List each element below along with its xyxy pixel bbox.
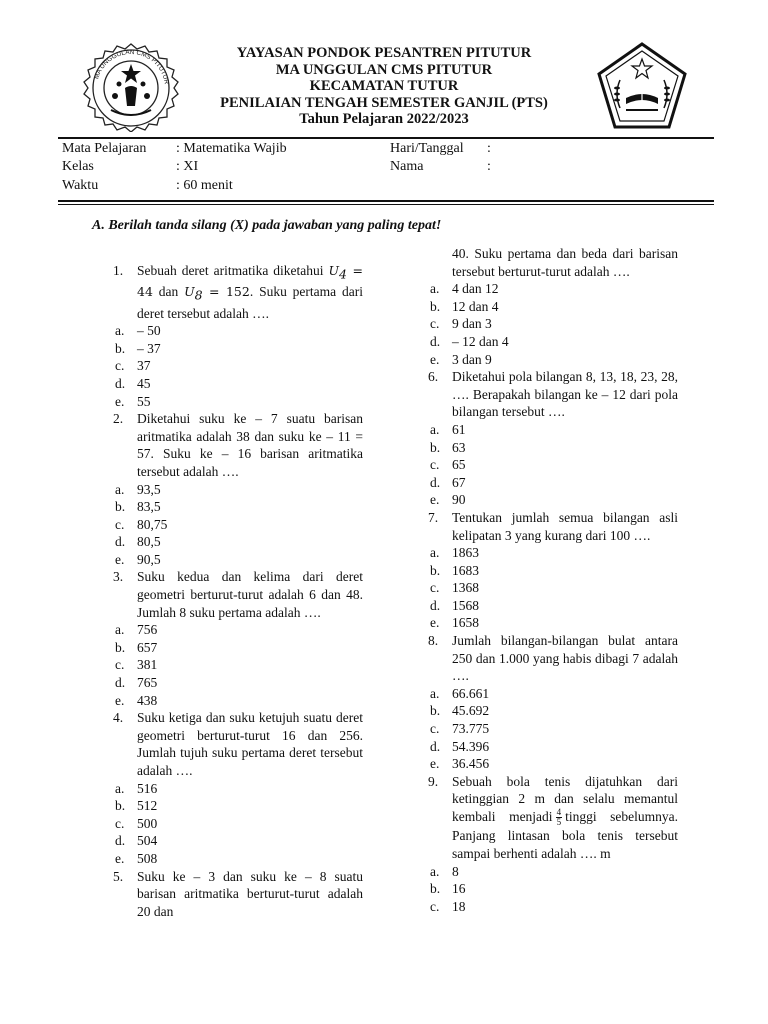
option-c[interactable]: c. 1368 <box>430 580 479 596</box>
question-5-continued <box>430 245 678 368</box>
info-label-name: Nama <box>390 159 424 174</box>
option-b[interactable]: b. 12 dan 4 <box>430 298 499 314</box>
option-a[interactable]: a. 66.661 <box>430 685 490 701</box>
option-a[interactable]: a. 4 dan 12 <box>430 281 499 297</box>
option-e[interactable]: e. 3 dan 9 <box>430 351 492 367</box>
header-line-school: MA UNGGULAN CMS PITUTUR <box>275 61 493 78</box>
option-d[interactable]: d. 45 <box>115 375 151 391</box>
option-c[interactable]: c. 65 <box>430 457 466 473</box>
option-e[interactable]: e. 508 <box>115 850 158 866</box>
question-number: 8. <box>428 633 439 649</box>
info-value-subject: : Matematika Wajib <box>176 141 287 156</box>
header-line-year: Tahun Pelajaran 2022/2023 <box>299 111 469 127</box>
option-b[interactable]: b. 45.692 <box>430 703 490 719</box>
question-7 <box>428 509 678 632</box>
option-b[interactable]: b. 83,5 <box>115 499 161 515</box>
option-a[interactable]: a. 1863 <box>430 545 479 561</box>
question-6 <box>428 368 678 509</box>
info-value-day-date: : <box>487 141 491 156</box>
info-label-day-date: Hari/Tanggal <box>390 141 464 156</box>
option-e[interactable]: e. 36.456 <box>430 756 490 772</box>
fraction-four-fifths: $\frac{4}{5}$ <box>556 807 562 828</box>
question-number: 4. <box>113 710 124 726</box>
question-3 <box>113 568 363 709</box>
question-text: Tentukan jumlah semua bilangan asli kelipatan 3 yang kurang dari 100 …. <box>452 509 678 543</box>
info-label-class: Kelas <box>62 159 94 174</box>
option-e[interactable]: e. 55 <box>115 393 151 409</box>
option-e[interactable]: e. 438 <box>115 692 158 708</box>
left-column <box>113 262 364 920</box>
question-number: 1. <box>113 263 124 278</box>
option-e[interactable]: e. 90 <box>430 492 466 508</box>
question-text: Jumlah bilangan-bilangan bulat antara 250 dan 1.000 yang habis dibagi 7 adalah …. <box>452 633 678 684</box>
info-label-time: Waktu <box>62 178 99 193</box>
option-e[interactable]: e. 1658 <box>430 615 479 631</box>
option-a[interactable]: a. – 50 <box>115 323 161 339</box>
question-text: Sebuah bola tenis dijatuhkan dari ketinggian 2 m dan selalu memantul kembali menjadi $\frac{4}{5}$ tinggi sebelumnya. Panjang lintasan bola tenis tersebut sampai berhenti adalah …. m <box>452 773 678 861</box>
option-d[interactable]: d. 765 <box>115 675 158 691</box>
option-c[interactable]: c. 18 <box>430 898 466 914</box>
question-9 <box>428 773 678 916</box>
option-b[interactable]: b. 1683 <box>430 562 479 578</box>
option-c[interactable]: c. 9 dan 3 <box>430 316 492 332</box>
option-b[interactable]: b. 657 <box>115 639 158 655</box>
ministry-logo-right <box>596 42 688 130</box>
header-line-district: KECAMATAN TUTUR <box>309 78 459 94</box>
question-text: Sebuah deret aritmatika diketahui $U_4 = 44$ dan $U_8 = 152$. Suku pertama dari deret tersebut adalah …. <box>137 263 364 321</box>
option-c[interactable]: c. 381 <box>115 657 158 673</box>
info-value-name: : <box>487 159 491 174</box>
option-d[interactable]: d. – 12 dan 4 <box>430 333 509 349</box>
option-a[interactable]: a. 516 <box>115 780 158 796</box>
question-text: Suku ketiga dan suku ketujuh suatu deret geometri berturut-turut 16 dan 256. Jumlah tujuh suku pertama deret tersebut adalah …. <box>137 710 363 778</box>
logo-left-arc-text: MA UNGGULAN CMS PITUTUR <box>93 48 170 85</box>
header-line-foundation: YAYASAN PONDOK PESANTREN PITUTUR <box>236 45 532 61</box>
question-number: 7. <box>428 509 439 525</box>
option-a[interactable]: a. 93,5 <box>115 481 161 497</box>
question-1 <box>113 262 364 410</box>
option-c[interactable]: c. 73.775 <box>430 721 490 737</box>
question-number: 6. <box>428 369 439 385</box>
section-instruction: A. Berilah tanda silang (X) pada jawaban yang paling tepat! <box>92 218 442 233</box>
header-divider <box>58 137 714 139</box>
option-b[interactable]: b. 512 <box>115 798 158 814</box>
info-divider-thin <box>58 204 714 205</box>
question-text: Diketahui pola bilangan 8, 13, 18, 23, 28, …. Berapakah bilangan ke – 12 dari pola bilangan tersebut …. <box>452 369 678 420</box>
option-b[interactable]: b. – 37 <box>115 340 161 356</box>
option-c[interactable]: c. 80,75 <box>115 516 168 532</box>
question-2 <box>113 410 363 568</box>
info-divider-thick <box>58 200 714 202</box>
info-value-time: : 60 menit <box>176 178 233 193</box>
option-c[interactable]: c. 500 <box>115 815 158 831</box>
info-value-class: : XI <box>176 159 199 174</box>
question-text: Diketahui suku ke – 7 suatu barisan aritmatika adalah 38 dan suku ke – 11 = 57. Suku ke – 16 barisan aritmatika tersebut adalah …. <box>137 411 363 479</box>
option-d[interactable]: d. 80,5 <box>115 534 161 550</box>
option-a[interactable]: a. 756 <box>115 622 158 638</box>
question-number: 3. <box>113 569 124 585</box>
option-d[interactable]: d. 1568 <box>430 597 479 613</box>
question-text: Suku kedua dan kelima dari deret geometri berturut-turut adalah 6 dan 48. Jumlah 8 suku pertama adalah …. <box>137 569 363 620</box>
option-d[interactable]: d. 54.396 <box>430 738 490 754</box>
question-number: 2. <box>113 411 124 427</box>
option-d[interactable]: d. 504 <box>115 833 158 849</box>
option-b[interactable]: b. 63 <box>430 439 466 455</box>
question-text-continued: 40. Suku pertama dan beda dari barisan tersebut berturut-turut adalah …. <box>452 246 678 279</box>
question-number: 5. <box>113 868 124 884</box>
right-column <box>428 245 678 915</box>
question-8 <box>428 632 678 773</box>
option-a[interactable]: a. 61 <box>430 421 466 437</box>
option-c[interactable]: c. 37 <box>115 358 151 374</box>
option-d[interactable]: d. 67 <box>430 474 466 490</box>
option-b[interactable]: b. 16 <box>430 881 466 897</box>
question-text: Suku ke – 3 dan suku ke – 8 suatu barisan aritmatika berturut-turut adalah 20 dan <box>137 868 363 919</box>
document-header <box>0 40 768 135</box>
info-label-subject: Mata Pelajaran <box>62 141 147 156</box>
question-4 <box>113 709 363 867</box>
header-line-exam: PENILAIAN TENGAH SEMESTER GANJIL (PTS) <box>220 94 548 111</box>
question-number: 9. <box>428 773 439 789</box>
option-a[interactable]: a. 8 <box>430 863 459 879</box>
question-5 <box>113 868 363 921</box>
option-e[interactable]: e. 90,5 <box>115 551 161 567</box>
